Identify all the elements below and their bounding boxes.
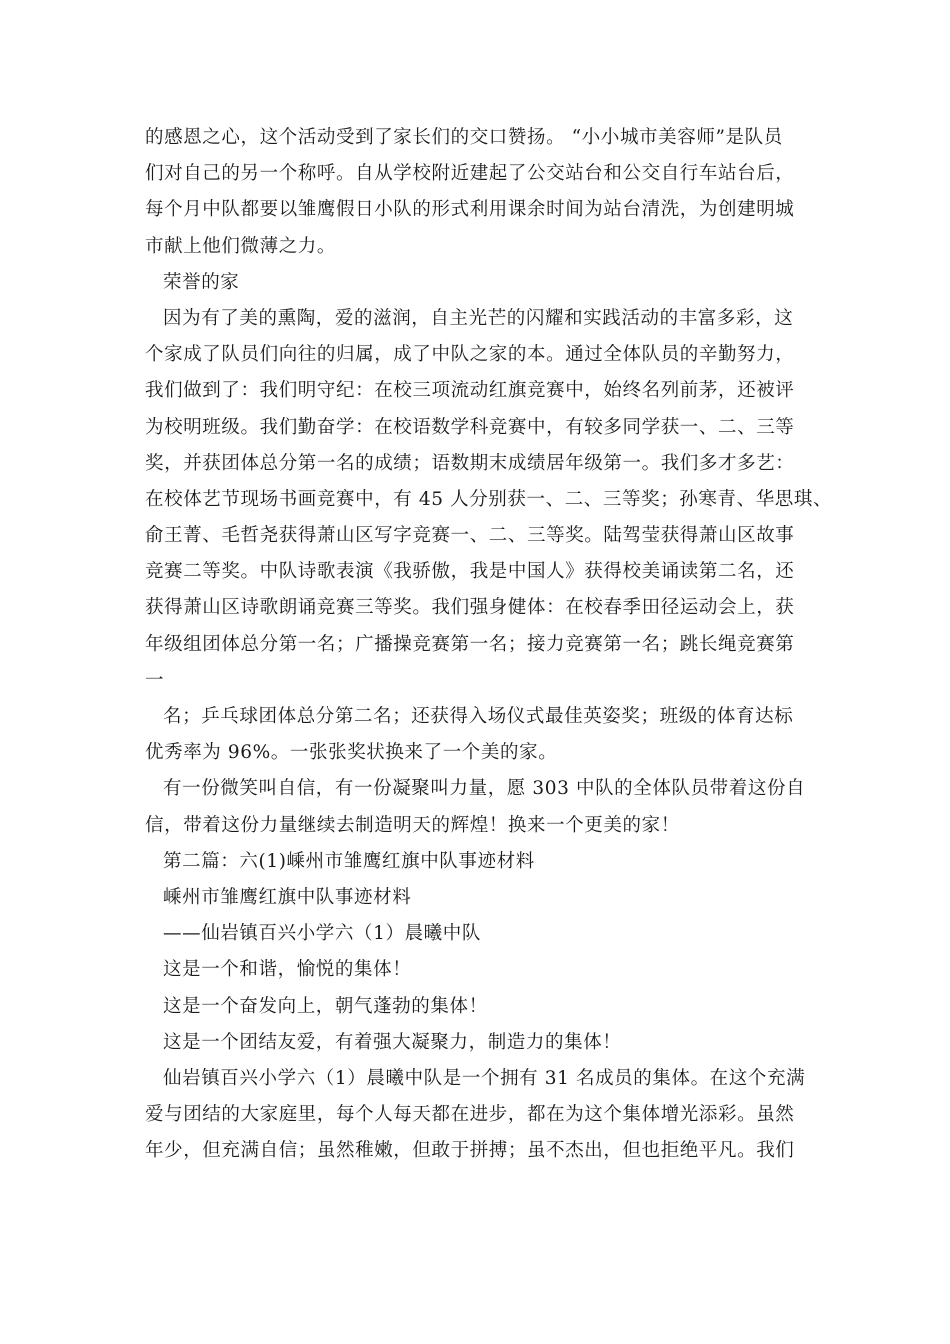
- text-line: 仙岩镇百兴小学六（1）晨曦中队是一个拥有 31 名成员的集体。在这个充满: [163, 1067, 806, 1089]
- text-line: 这是一个奋发向上，朝气蓬勃的集体！: [163, 995, 488, 1017]
- text-line: 我们做到了：我们明守纪：在校三项流动红旗竞赛中，始终名列前茅，还被评: [145, 380, 795, 402]
- text-line: 一: [145, 669, 165, 691]
- text-line: 这是一个和谐，愉悦的集体！: [163, 959, 412, 981]
- text-line: 奖，并获团体总分第一名的成绩；语数期末成绩居年级第一。我们多才多艺：: [145, 452, 795, 474]
- text-line: 优秀率为 96%。一张张奖状换来了一个美的家。: [145, 742, 558, 764]
- text-line: 在校体艺节现场书画竞赛中，有 45 人分别获一、二、三等奖；孙寒青、华思琪、: [145, 488, 833, 510]
- text-line: 个家成了队员们向往的归属，成了中队之家的本。通过全体队员的辛勤努力，: [145, 344, 795, 366]
- text-line: 市献上他们微薄之力。: [145, 235, 337, 257]
- text-line: 这是一个团结友爱，有着强大凝聚力，制造力的集体！: [163, 1031, 622, 1053]
- text-line: 为校明班级。我们勤奋学：在校语数学科竞赛中，有较多同学获一、二、三等: [145, 416, 795, 438]
- text-line: 名；乒乓球团体总分第二名；还获得入场仪式最佳英姿奖；班级的体育达标: [163, 706, 794, 727]
- text-line: 的感恩之心，这个活动受到了家长们的交口赞扬。 “小小城市美容师”是队员: [145, 127, 783, 148]
- text-line: 们对自己的另一个称呼。自从学校附近建起了公交站台和公交自行车站台后，: [145, 163, 795, 185]
- text-line: 年级组团体总分第一名；广播操竞赛第一名；接力竞赛第一名；跳长绳竞赛第: [145, 633, 795, 655]
- text-line: 竞赛二等奖。中队诗歌表演《我骄傲，我是中国人》获得校美诵读第二名，还: [145, 561, 795, 583]
- text-line: 爱与团结的大家庭里，每个人每天都在进步，都在为这个集体增光添彩。虽然: [145, 1104, 795, 1126]
- text-line: 获得萧山区诗歌朗诵竞赛三等奖。我们强身健体：在校春季田径运动会上，获: [145, 597, 795, 619]
- document-body: [145, 120, 845, 1169]
- text-line: 有一份微笑叫自信，有一份凝聚叫力量，愿 303 中队的全体队员带着这份自: [163, 778, 806, 800]
- text-line: ——仙岩镇百兴小学六（1）晨曦中队: [163, 923, 481, 945]
- text-line: 信，带着这份力量继续去制造明天的辉煌！换来一个更美的家！: [145, 814, 680, 836]
- text-line: 俞王菁、毛哲尧获得萧山区写字竞赛一、二、三等奖。陆驾莹获得萧山区故事: [145, 525, 795, 547]
- text-line: 因为有了美的熏陶，爱的滋润，自主光芒的闪耀和实践活动的丰富多彩，这: [163, 307, 794, 329]
- text-line: 年少，但充满自信；虽然稚嫩，但敢于拼搏；虽不杰出，但也拒绝平凡。我们: [145, 1140, 795, 1162]
- text-line: 每个月中队都要以雏鹰假日小队的形式利用课余时间为站台清洗，为创建明城: [145, 199, 795, 221]
- text-line: 嵊州市雏鹰红旗中队事迹材料: [163, 886, 412, 908]
- text-line: 荣誉的家: [163, 271, 240, 293]
- text-line: 第二篇：六(1)嵊州市雏鹰红旗中队事迹材料: [163, 850, 535, 872]
